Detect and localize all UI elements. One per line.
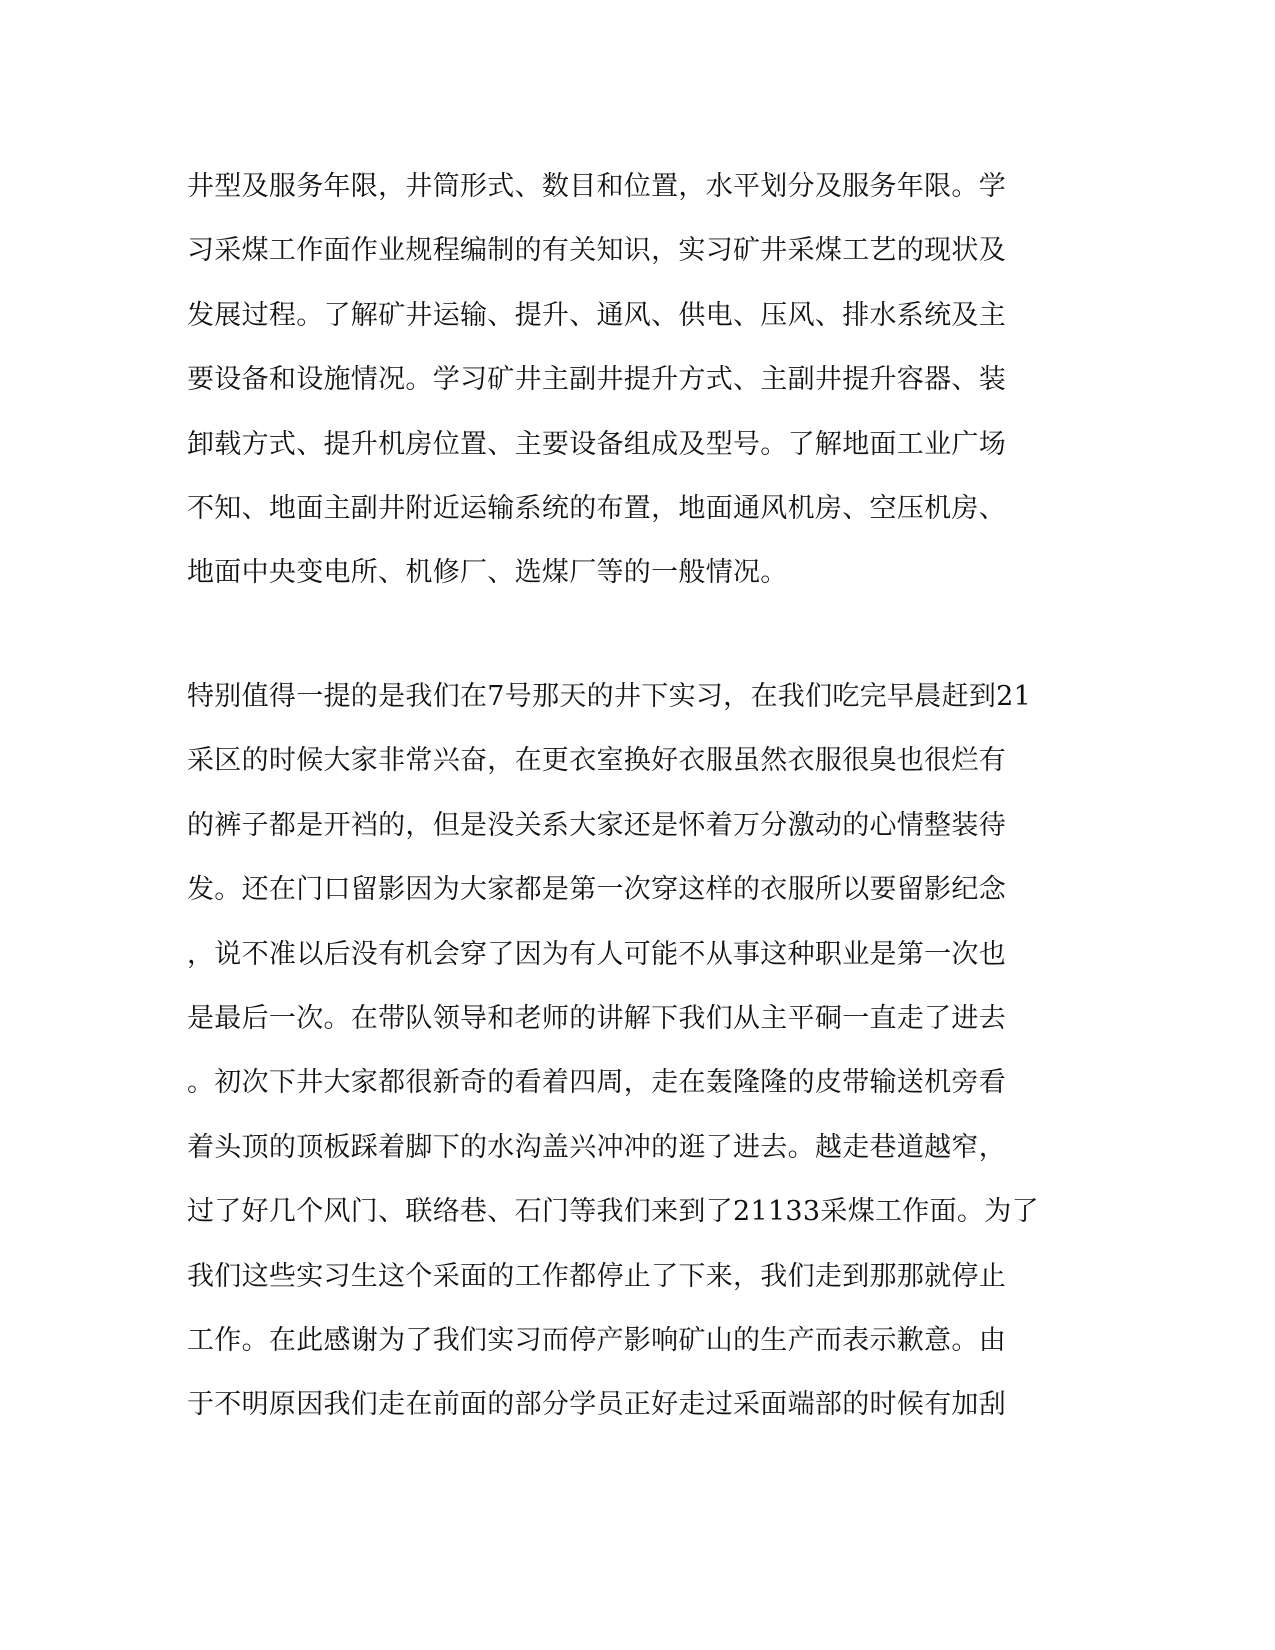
text-line: 井型及服务年限，井筒形式、数目和位置，水平划分及服务年限。学 (187, 171, 1006, 202)
text-line: 要设备和设施情况。学习矿井主副井提升方式、主副井提升容器、装 (187, 364, 1006, 396)
text-line: 发展过程。了解矿井运输、提升、通风、供电、压风、排水系统及主 (187, 299, 1006, 331)
text-line: 。初次下井大家都很新奇的看着四周，走在轰隆隆的皮带输送机旁看 (187, 1067, 1006, 1099)
text-line: 工作。在此感谢为了我们实习而停产影响矿山的生产而表示歉意。由 (187, 1324, 1006, 1356)
text-line: 发。还在门口留影因为大家都是第一次穿这样的衣服所以要留影纪念 (187, 874, 1006, 906)
text-line: 地面中央变电所、机修厂、选煤厂等的一般情况。 (187, 557, 788, 589)
text-line: ，说不准以后没有机会穿了因为有人可能不从事这种职业是第一次也 (187, 938, 1006, 970)
text-line: 着头顶的顶板踩着脚下的水沟盖兴冲冲的逛了进去。越走巷道越窄， (187, 1131, 1006, 1163)
text-line: 于不明原因我们走在前面的部分学员正好走过采面端部的时候有加刮 (187, 1389, 1006, 1421)
paragraph-1 (187, 155, 1067, 606)
text-line: 过了好几个风门、联络巷、石门等我们来到了21133采煤工作面。为了 (187, 1196, 1039, 1228)
text-line: 卸载方式、提升机房位置、主要设备组成及型号。了解地面工业广场 (187, 428, 1006, 460)
text-line: 不知、地面主副井附近运输系统的布置，地面通风机房、空压机房、 (187, 492, 1006, 524)
text-line: 特别值得一提的是我们在7号那天的井下实习，在我们吃完早晨赶到21 (187, 681, 1032, 712)
text-line: 习采煤工作面作业规程编制的有关知识，实习矿井采煤工艺的现状及 (187, 235, 1006, 267)
text-line: 是最后一次。在带队领导和老师的讲解下我们从主平硐一直走了进去 (187, 1002, 1006, 1034)
paragraph-2 (187, 665, 1067, 1438)
text-line: 我们这些实习生这个采面的工作都停止了下来，我们走到那那就停止 (187, 1260, 1006, 1292)
text-line: 的裤子都是开裆的，但是没关系大家还是怀着万分激动的心情整装待 (187, 809, 1006, 841)
text-line: 采区的时候大家非常兴奋，在更衣室换好衣服虽然衣服很臭也很烂有 (187, 745, 1006, 777)
